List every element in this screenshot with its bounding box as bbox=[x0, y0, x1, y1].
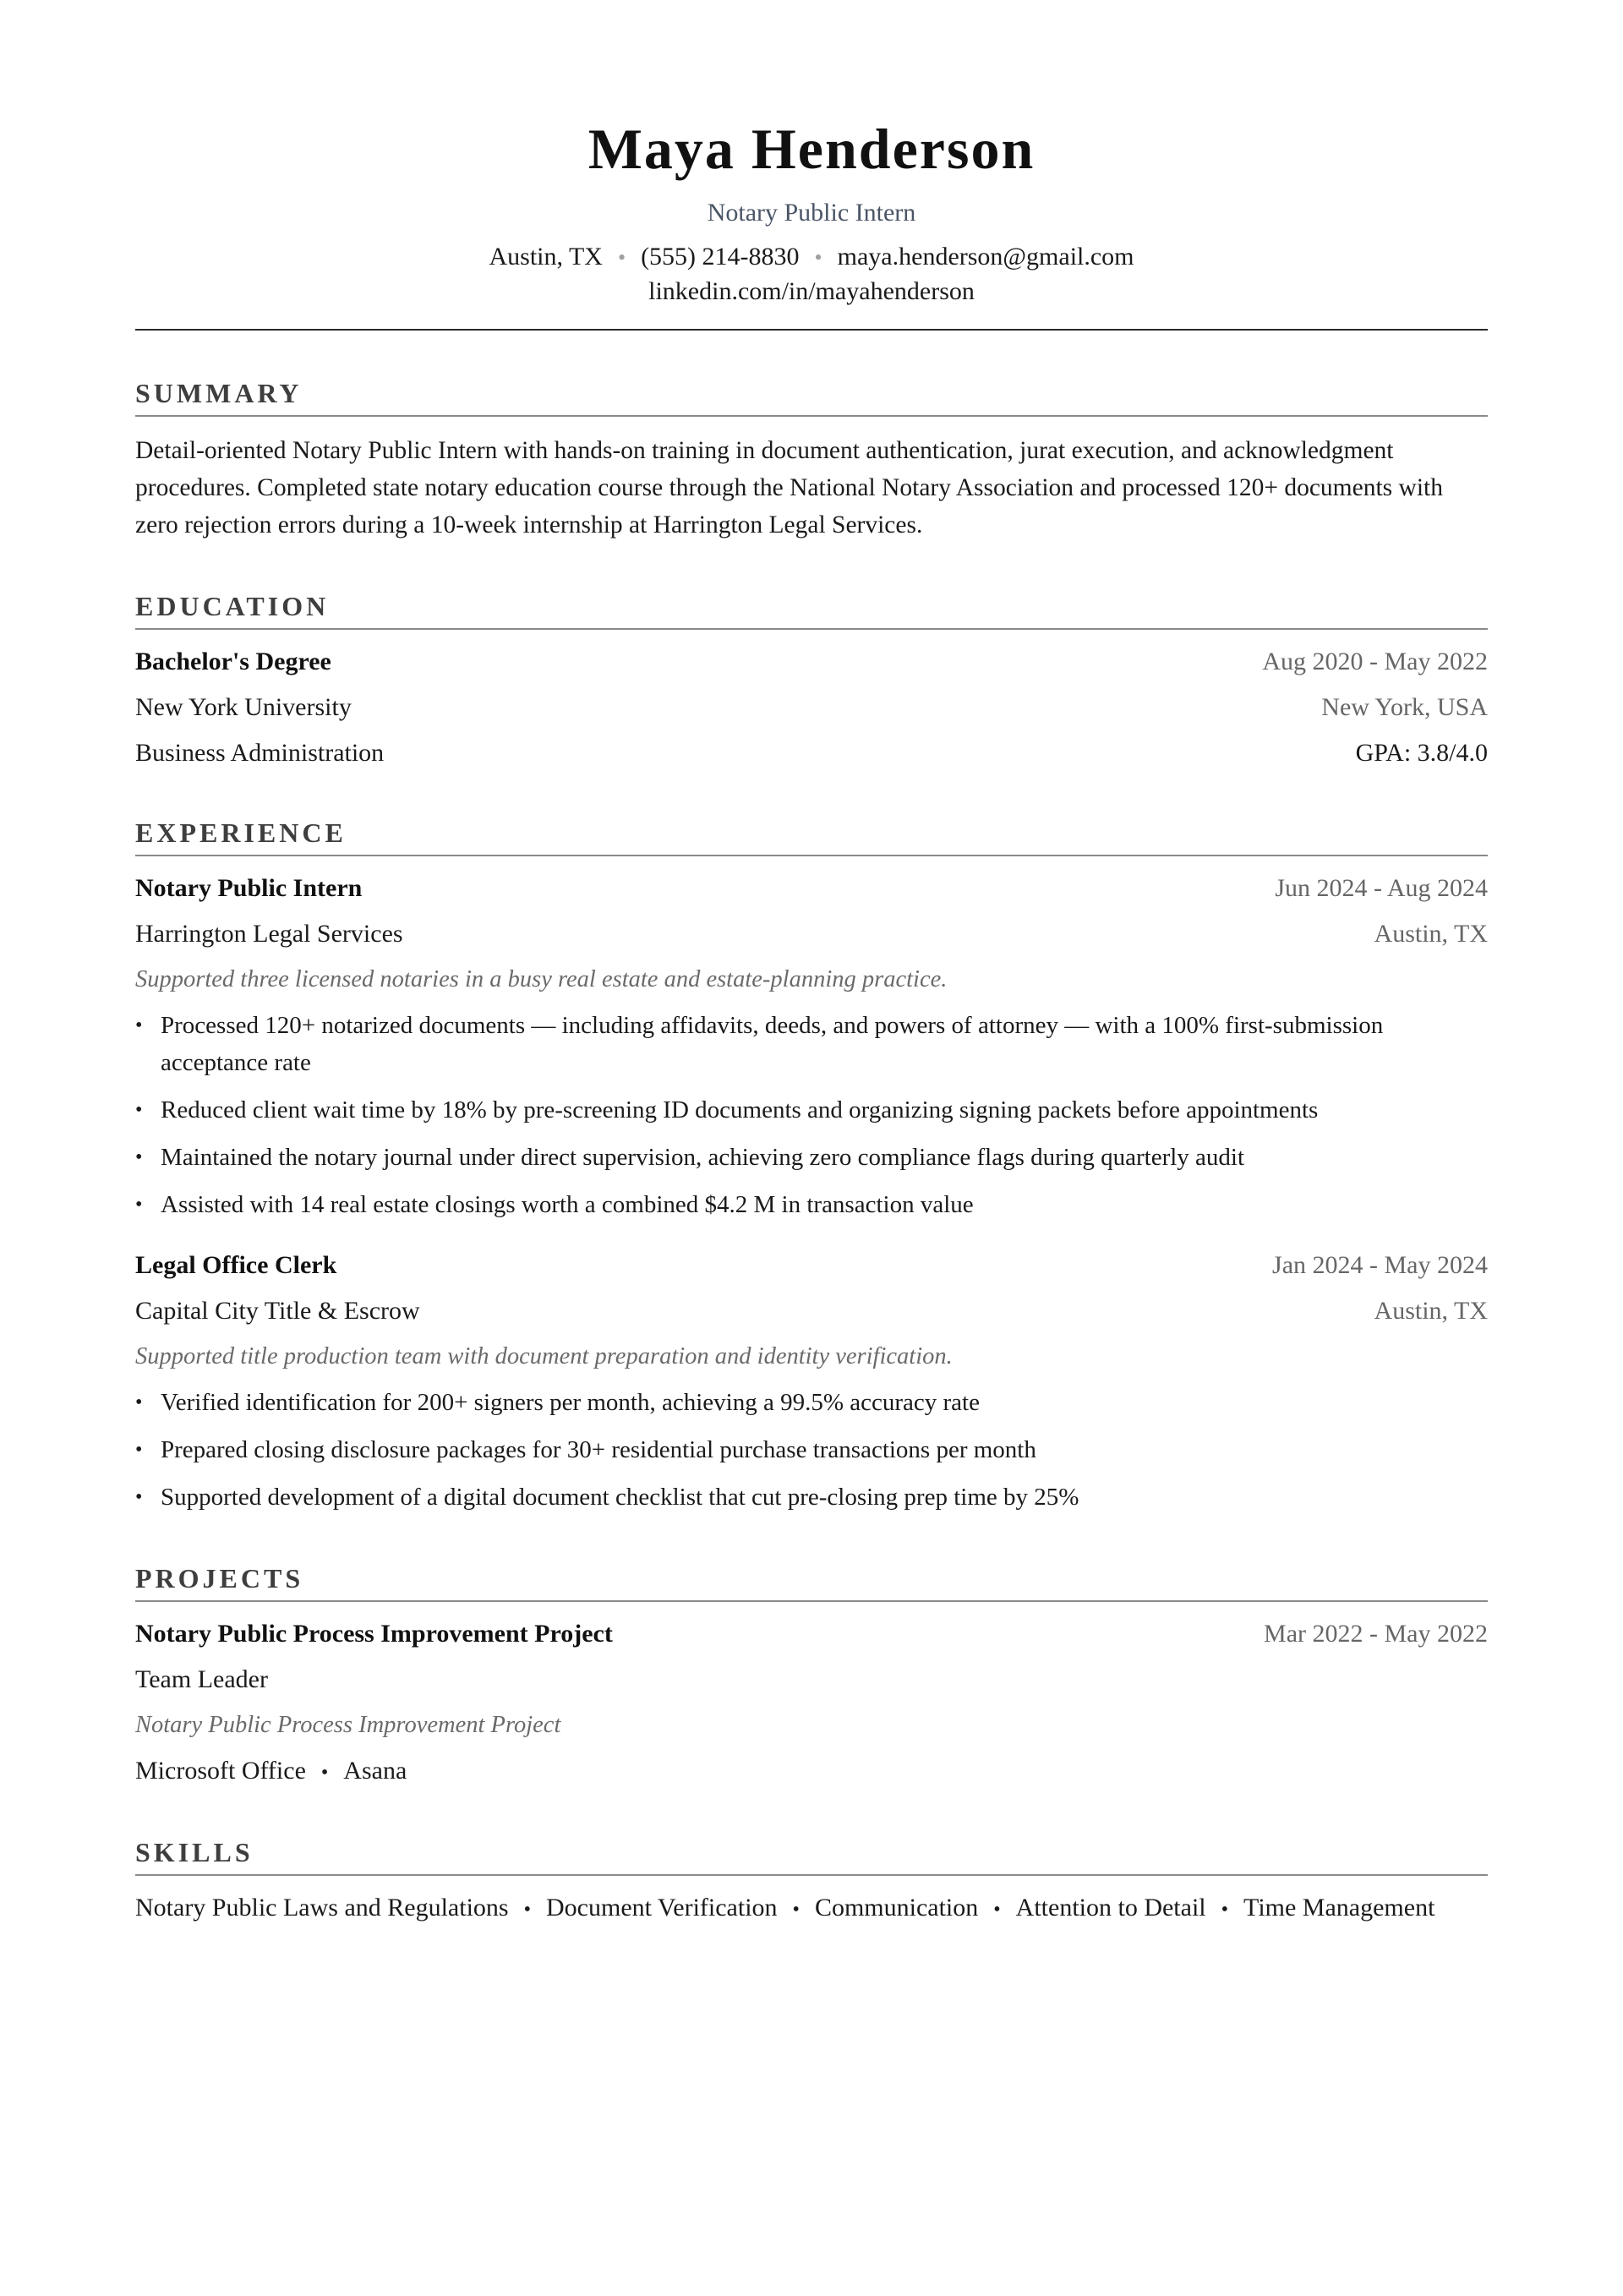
education-section bbox=[135, 589, 1488, 770]
bullet-item bbox=[135, 1431, 1488, 1468]
bullet-icon: • bbox=[135, 1146, 143, 1168]
projects-section bbox=[135, 1561, 1488, 1790]
job-description: Supported title production team with document preparation and identity verification. bbox=[135, 1343, 953, 1369]
bullet-item bbox=[135, 1139, 1488, 1176]
bullet-icon: • bbox=[135, 1486, 143, 1508]
contact-line bbox=[135, 240, 1488, 275]
field-of-study: Business Administration bbox=[135, 739, 385, 767]
section-heading: SKILLS bbox=[135, 1835, 1488, 1876]
job-row bbox=[135, 1249, 1488, 1282]
contact-separator: • bbox=[617, 245, 626, 270]
separator-icon: • bbox=[792, 1899, 800, 1921]
company-name: Harrington Legal Services bbox=[135, 920, 403, 948]
project-dates: Mar 2022 - May 2022 bbox=[1264, 1620, 1488, 1648]
job-dates: Jun 2024 - Aug 2024 bbox=[1275, 874, 1488, 902]
project-row bbox=[135, 1663, 1488, 1697]
tool-item: Microsoft Office bbox=[135, 1757, 306, 1785]
contact-location: Austin, TX bbox=[489, 243, 603, 271]
company-name: Capital City Title & Escrow bbox=[135, 1297, 420, 1325]
separator-icon: • bbox=[993, 1899, 1001, 1921]
bullet-text: Prepared closing disclosure packages for 30+ residential purchase transactions per month bbox=[161, 1436, 1036, 1463]
job-title: Notary Public Intern bbox=[135, 874, 363, 902]
section-heading: SUMMARY bbox=[135, 376, 1488, 417]
resume-page bbox=[135, 0, 1488, 1927]
separator-icon: • bbox=[1221, 1899, 1229, 1921]
skills-list bbox=[135, 1891, 1488, 1927]
job-description: Supported three licensed notaries in a busy real estate and estate-planning practice. bbox=[135, 966, 948, 992]
bullet-item bbox=[135, 1479, 1488, 1516]
candidate-title: Notary Public Intern bbox=[707, 199, 916, 227]
job-row bbox=[135, 1294, 1488, 1328]
resume-header bbox=[135, 0, 1488, 309]
job-title: Legal Office Clerk bbox=[135, 1251, 337, 1279]
bullet-text: Maintained the notary journal under direct supervision, achieving zero compliance flags during quarterly audit bbox=[161, 1144, 1245, 1171]
candidate-name: Maya Henderson bbox=[587, 117, 1036, 181]
project-name: Notary Public Process Improvement Project bbox=[135, 1620, 613, 1648]
education-row bbox=[135, 691, 1488, 724]
bullet-icon: • bbox=[135, 1391, 143, 1413]
bullet-icon: • bbox=[135, 1014, 143, 1036]
experience-section bbox=[135, 816, 1488, 1516]
header-divider bbox=[135, 329, 1488, 331]
skill-item: Document Verification bbox=[546, 1894, 778, 1922]
bullet-item bbox=[135, 1007, 1488, 1081]
job-location: Austin, TX bbox=[1374, 1297, 1488, 1325]
bullet-text: Verified identification for 200+ signers per month, achieving a 99.5% accuracy rate bbox=[161, 1389, 980, 1416]
project-role: Team Leader bbox=[135, 1665, 268, 1693]
summary-section bbox=[135, 376, 1488, 544]
job-entry bbox=[135, 1249, 1488, 1516]
job-entry bbox=[135, 872, 1488, 1223]
summary-text: Detail-oriented Notary Public Intern with hands-on training in document authentication, jurat execution, and acknowledgment procedures. Completed state notary education course through the National Notary Association and processed 120+ documents with zero rejection errors during a 10-week internship at Harrington Legal Services. bbox=[135, 437, 1443, 538]
bullet-icon: • bbox=[135, 1099, 143, 1121]
project-row bbox=[135, 1617, 1488, 1651]
section-heading: EDUCATION bbox=[135, 589, 1488, 630]
skill-item: Attention to Detail bbox=[1015, 1894, 1206, 1922]
job-row bbox=[135, 917, 1488, 951]
bullet-item bbox=[135, 1091, 1488, 1129]
skill-item: Communication bbox=[814, 1894, 979, 1922]
bullet-text: Processed 120+ notarized documents — including affidavits, deeds, and powers of attorney — with a 100% first-submission acceptance rate bbox=[161, 1012, 1384, 1076]
project-tools bbox=[135, 1754, 1488, 1790]
section-heading: PROJECTS bbox=[135, 1561, 1488, 1602]
gpa: GPA: 3.8/4.0 bbox=[1355, 739, 1488, 767]
job-bullets bbox=[135, 1384, 1488, 1516]
contact-separator: • bbox=[814, 245, 822, 270]
separator-icon: • bbox=[523, 1899, 531, 1921]
bullet-item bbox=[135, 1384, 1488, 1421]
school-location: New York, USA bbox=[1321, 693, 1488, 721]
job-dates: Jan 2024 - May 2024 bbox=[1272, 1251, 1488, 1279]
education-entry bbox=[135, 645, 1488, 770]
bullet-text: Reduced client wait time by 18% by pre-screening ID documents and organizing signing packets before appointments bbox=[161, 1096, 1319, 1123]
skill-item: Notary Public Laws and Regulations bbox=[135, 1894, 509, 1922]
bullet-icon: • bbox=[135, 1194, 143, 1216]
school-name: New York University bbox=[135, 693, 352, 721]
separator-icon: • bbox=[320, 1762, 329, 1784]
project-entry bbox=[135, 1617, 1488, 1790]
contact-linkedin[interactable]: linkedin.com/in/mayahenderson bbox=[648, 277, 975, 305]
section-heading: EXPERIENCE bbox=[135, 816, 1488, 856]
skill-item: Time Management bbox=[1243, 1894, 1435, 1922]
tool-item: Asana bbox=[343, 1757, 407, 1785]
job-row bbox=[135, 872, 1488, 905]
education-dates: Aug 2020 - May 2022 bbox=[1262, 648, 1488, 675]
job-location: Austin, TX bbox=[1374, 920, 1488, 948]
education-row bbox=[135, 736, 1488, 770]
skills-section bbox=[135, 1835, 1488, 1927]
education-row bbox=[135, 645, 1488, 679]
bullet-item bbox=[135, 1186, 1488, 1223]
contact-email[interactable]: maya.henderson@gmail.com bbox=[837, 243, 1134, 271]
bullet-text: Assisted with 14 real estate closings worth a combined $4.2 M in transaction value bbox=[161, 1191, 974, 1218]
contact-phone: (555) 214-8830 bbox=[641, 243, 800, 271]
job-bullets bbox=[135, 1007, 1488, 1223]
bullet-text: Supported development of a digital document checklist that cut pre-closing prep time by 25% bbox=[161, 1484, 1079, 1511]
bullet-icon: • bbox=[135, 1439, 143, 1461]
degree: Bachelor's Degree bbox=[135, 648, 331, 675]
project-description: Notary Public Process Improvement Project bbox=[135, 1712, 561, 1738]
